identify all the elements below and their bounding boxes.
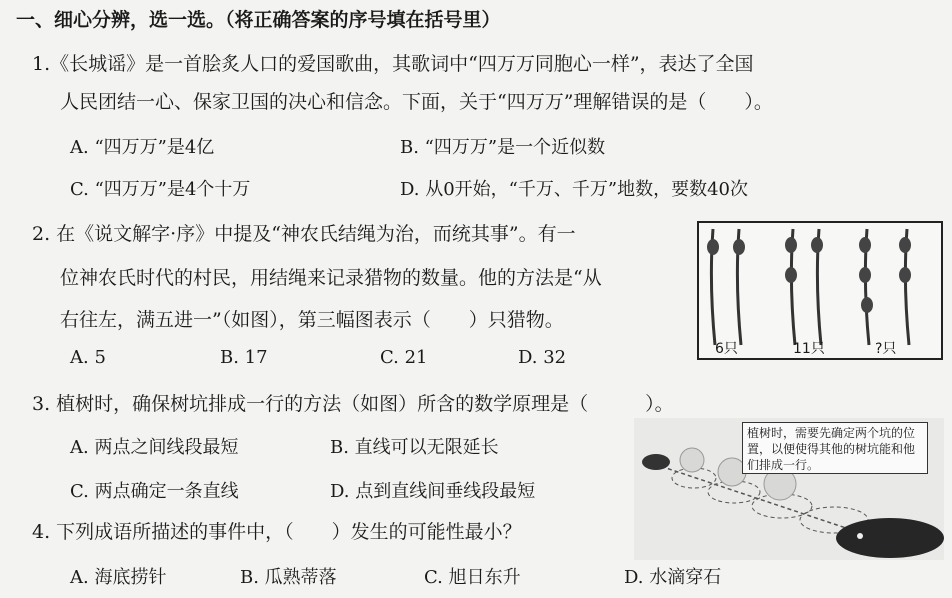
q1-option-b: B. “四万万”是一个近似数 xyxy=(400,137,606,158)
q2-option-d: D. 32 xyxy=(518,347,567,368)
q1-option-d: D. 从0开始，“千万、千万”地数，要数40次 xyxy=(400,179,748,200)
q2-option-a: A. 5 xyxy=(70,347,106,368)
rope-label-2: 11只 xyxy=(793,341,825,357)
knot xyxy=(707,239,719,255)
q1-stem-line1: 1.《长城谣》是一首脍炙人口的爱国歌曲，其歌词中“四万万同胞心一样”，表达了全国 xyxy=(32,53,754,75)
q2-option-c: C. 21 xyxy=(380,347,428,368)
knot xyxy=(859,267,871,283)
q3-option-c: C. 两点确定一条直线 xyxy=(70,481,239,502)
q3-option-a: A. 两点之间线段最短 xyxy=(70,437,239,458)
knot xyxy=(859,237,871,253)
q2-stem-line2: 位神农氏时代的村民，用结绳来记录猎物的数量。他的方法是“从 xyxy=(60,267,602,289)
q1-option-c: C. “四万万”是4个十万 xyxy=(70,179,251,200)
tree-planting-figure xyxy=(634,418,944,560)
knot xyxy=(811,237,823,253)
q2-option-b: B. 17 xyxy=(220,347,268,368)
hole-dark-right xyxy=(836,518,944,558)
knot xyxy=(899,237,911,253)
rope-label-1: 6只 xyxy=(715,341,738,357)
q2-stem-line1: 2. 在《说文解字·序》中提及“神农氏结绳为治，而统其事”。有一 xyxy=(32,223,576,245)
knotted-rope-figure xyxy=(697,221,943,360)
knot xyxy=(899,267,911,283)
knot xyxy=(785,237,797,253)
q4-stem-line1: 4. 下列成语所描述的事件中，（ ）发生的可能性最小？ xyxy=(32,521,522,543)
q3-option-b: B. 直线可以无限延长 xyxy=(330,437,499,458)
tree-figure-note: 植树时，需要先确定两个坑的位置，以便使得其他的树坑能和他们排成一行。 xyxy=(742,422,928,474)
hole-dark-left xyxy=(642,454,670,470)
knot xyxy=(785,267,797,283)
tree-icon xyxy=(680,448,704,472)
q3-stem-line1: 3. 植树时，确保树坑排成一行的方法（如图）所含的数学原理是（ ）。 xyxy=(32,393,674,415)
section-heading: 一、细心分辨，选一选。（将正确答案的序号填在括号里） xyxy=(16,9,501,31)
q4-option-a: A. 海底捞针 xyxy=(70,567,167,588)
q3-option-d: D. 点到直线间垂线段最短 xyxy=(330,481,536,502)
rope-label-3: ?只 xyxy=(875,341,897,357)
knot xyxy=(733,239,745,255)
q2-stem-line3: 右往左，满五进一”（如图），第三幅图表示（ ）只猎物。 xyxy=(60,309,564,331)
q4-option-c: C. 旭日东升 xyxy=(424,567,521,588)
q1-option-a: A. “四万万”是4亿 xyxy=(70,137,215,158)
q4-option-d: D. 水滴穿石 xyxy=(624,567,722,588)
knot xyxy=(861,297,873,313)
q4-option-b: B. 瓜熟蒂落 xyxy=(240,567,337,588)
q1-stem-line2: 人民团结一心、保家卫国的决心和信念。下面，关于“四万万”理解错误的是（ ）。 xyxy=(60,91,773,113)
